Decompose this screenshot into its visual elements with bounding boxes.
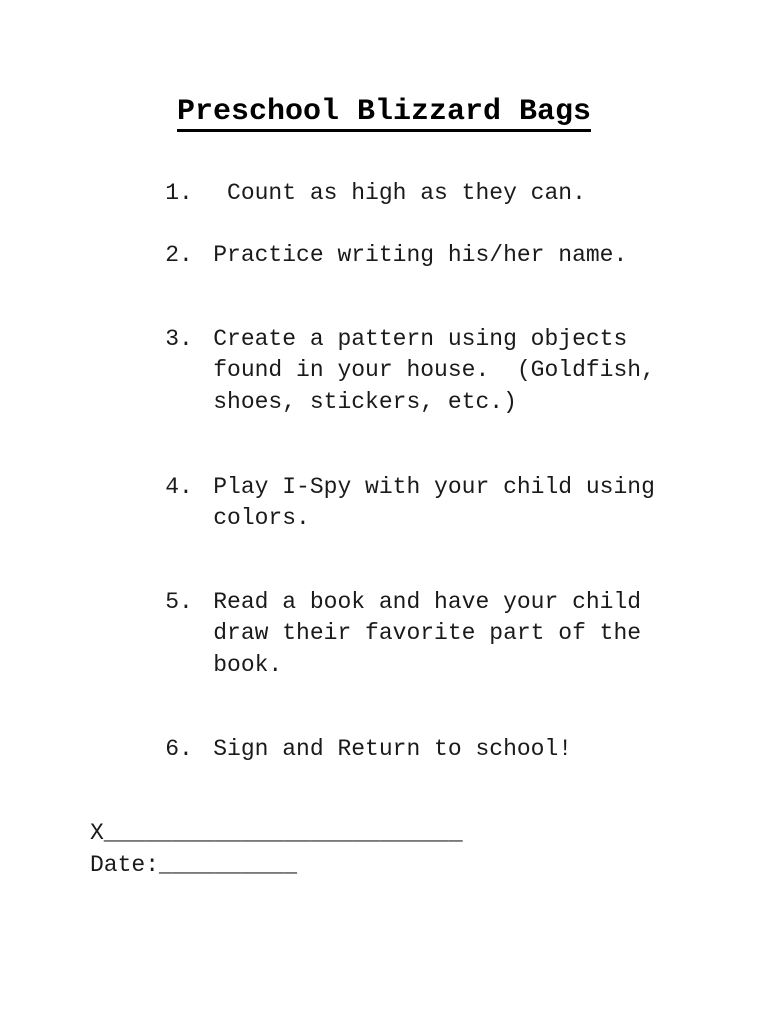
date-line: Date:__________ <box>90 852 298 878</box>
item-text-line-1: Play I-Spy with your child using <box>213 473 655 500</box>
item-text-line-2: found in your house. (Goldfish, <box>213 357 655 383</box>
item-text-line-1: Create a pattern using objects <box>213 325 628 352</box>
item-text-line-3: shoes, stickers, etc.) <box>213 388 517 415</box>
item-number: 6. <box>165 735 193 762</box>
item-number: 3. <box>165 325 193 352</box>
item-text: Count as high as they can. <box>213 179 586 206</box>
list-item-6 <box>110 702 670 797</box>
item-text: Sign and Return to school! <box>213 735 573 762</box>
item-text-line-3: book. <box>213 651 283 678</box>
item-number: 1. <box>165 179 193 206</box>
item-text: Practice writing his/her name. <box>213 241 628 268</box>
item-text-line-1: Read a book and have your child <box>213 588 642 615</box>
title-text: Preschool Blizzard Bags <box>177 95 591 132</box>
list-item-5 <box>110 555 670 713</box>
list-item-3 <box>110 292 670 450</box>
item-text-line-2: colors. <box>213 505 310 531</box>
list-item-4 <box>110 440 670 566</box>
item-number: 4. <box>165 473 193 500</box>
page-title <box>0 92 768 132</box>
item-number: 2. <box>165 241 193 268</box>
item-number: 5. <box>165 588 193 615</box>
signature-line: X__________________________ <box>90 820 463 846</box>
item-text-line-2: draw their favorite part of the <box>213 620 642 646</box>
list-item-2 <box>110 208 670 303</box>
